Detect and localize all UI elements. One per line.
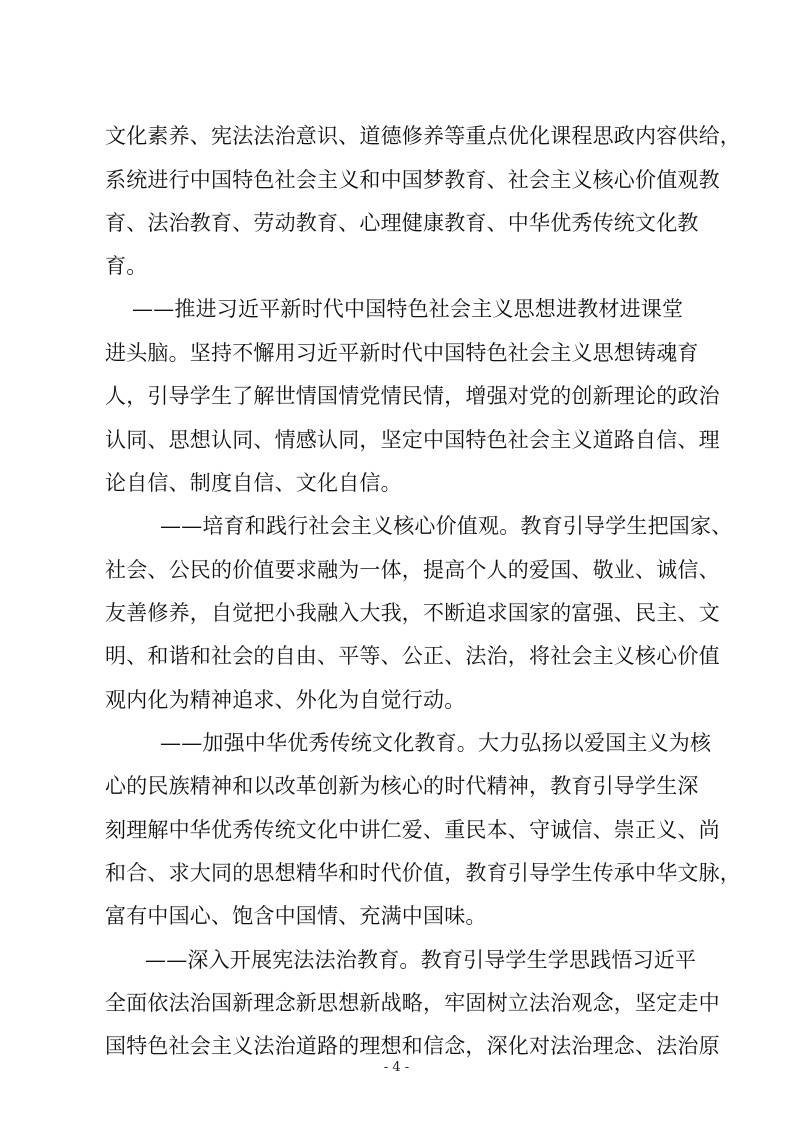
text-line: 进头脑。坚持不懈用习近平新时代中国特色社会主义思想铸魂育 bbox=[105, 341, 699, 365]
text-line: 全面依法治国新理念新思想新战略，牢固树立法治观念，坚定走中 bbox=[105, 991, 720, 1015]
text-line: 国特色社会主义法治道路的理想和信念，深化对法治理念、法治原 bbox=[105, 1034, 720, 1058]
text-line: 心的民族精神和以改革创新为核心的时代精神，教育引导学生深 bbox=[105, 774, 699, 798]
text-line: 富有中国心、饱含中国情、充满中国味。 bbox=[105, 904, 487, 928]
text-line: 人，引导学生了解世情国情党情民情，增强对党的创新理论的政治 bbox=[105, 384, 720, 408]
text-line: 认同、思想认同、情感认同，坚定中国特色社会主义道路自信、理 bbox=[105, 428, 720, 452]
text-line: 刻理解中华优秀传统文化中讲仁爱、重民本、守诚信、崇正义、尚 bbox=[105, 818, 720, 842]
section-heading-line: ——推进习近平新时代中国特色社会主义思想进教材进课堂 bbox=[132, 297, 684, 321]
section-heading-line: ——加强中华优秀传统文化教育。大力弘扬以爱国主义为核 bbox=[160, 731, 712, 755]
text-line: 育、法治教育、劳动教育、心理健康教育、中华优秀传统文化教 bbox=[105, 211, 699, 235]
page-number: - 4 - bbox=[383, 1060, 410, 1075]
text-line: 和合、求大同的思想精华和时代价值，教育引导学生传承中华文脉， bbox=[105, 861, 741, 885]
text-line: 育。 bbox=[105, 254, 148, 278]
section-heading-line: ——深入开展宪法法治教育。教育引导学生学思践悟习近平 bbox=[145, 948, 697, 972]
text-line: 友善修养，自觉把小我融入大我，不断追求国家的富强、民主、文 bbox=[105, 601, 720, 625]
text-line: 观内化为精神追求、外化为自觉行动。 bbox=[105, 688, 466, 712]
text-line: 文化素养、宪法法治意识、道德修养等重点优化课程思政内容供给， bbox=[105, 124, 741, 148]
text-line: 社会、公民的价值要求融为一体，提高个人的爱国、敬业、诚信、 bbox=[105, 558, 720, 582]
text-line: 明、和谐和社会的自由、平等、公正、法治，将社会主义核心价值 bbox=[105, 644, 720, 668]
section-heading-line: ——培育和践行社会主义核心价值观。教育引导学生把国家、 bbox=[160, 514, 733, 538]
text-line: 论自信、制度自信、文化自信。 bbox=[105, 471, 402, 495]
text-line: 系统进行中国特色社会主义和中国梦教育、社会主义核心价值观教 bbox=[105, 168, 720, 192]
